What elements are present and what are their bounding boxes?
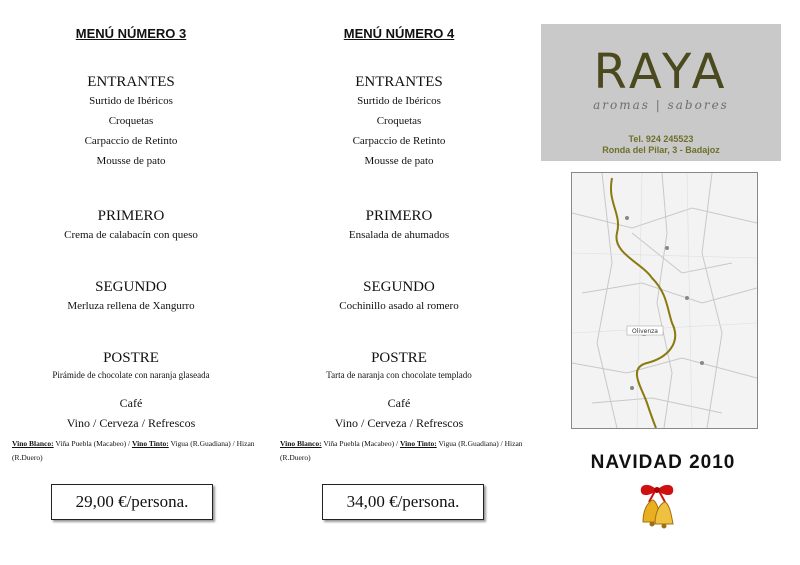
wine-list [280, 437, 524, 465]
section-heading: POSTRE [103, 350, 159, 366]
wine-white: Viña Puebla (Macabeo) / [321, 439, 400, 448]
logo-tagline: aromas | sabores [593, 98, 729, 112]
map-town-label: Olivenza [632, 328, 658, 335]
menu-title: MENÚ NÚMERO 4 [343, 26, 455, 41]
entrantes-section [268, 73, 530, 171]
wine-red-label: Vino Tinto: [399, 439, 437, 448]
section-heading: POSTRE [371, 350, 427, 366]
dish: Crema de calabacín con queso [64, 229, 198, 241]
menu-title: MENÚ NÚMERO 3 [75, 26, 187, 41]
price-box: 29,00 €/persona. [51, 484, 213, 520]
section-heading: ENTRANTES [355, 74, 443, 90]
postre-section [0, 349, 262, 383]
wine-red: Vigua (R.Guadiana) / Hizan (R.Duero) [12, 439, 255, 462]
logo-wordmark: RAYA [593, 44, 729, 100]
wine-white: Viña Puebla (Macabeo) / [53, 439, 132, 448]
dish: Croquetas [108, 115, 154, 127]
dish: Tarta de naranja con chocolate templado [326, 370, 472, 380]
wine-white-label: Vino Blanco: [280, 439, 322, 448]
segundo-section [268, 278, 530, 316]
drinks-line: Vino / Cerveza / Refrescos [66, 416, 196, 430]
dish: Carpaccio de Retinto [352, 135, 446, 147]
entrantes-section [0, 73, 262, 171]
dish: Mousse de pato [96, 155, 166, 167]
section-heading: PRIMERO [97, 208, 165, 224]
cafe-line: Café [387, 396, 411, 410]
section-heading: SEGUNDO [95, 279, 167, 295]
navidad-title: NAVIDAD 2010 [590, 452, 736, 473]
christmas-bells-icon [631, 480, 683, 532]
dish: Croquetas [376, 115, 422, 127]
dish: Carpaccio de Retinto [84, 135, 178, 147]
postre-section [268, 349, 530, 383]
section-heading: SEGUNDO [363, 279, 435, 295]
segundo-section [0, 278, 262, 316]
section-heading: PRIMERO [365, 208, 433, 224]
map-image [572, 173, 757, 428]
dish: Merluza rellena de Xangurro [67, 300, 195, 312]
dish: Surtido de Ibéricos [357, 95, 441, 107]
cafe-line: Café [119, 396, 143, 410]
dish: Cochinillo asado al romero [339, 300, 459, 312]
logo-address: Ronda del Pilar, 3 - Badajoz [602, 145, 720, 155]
restaurant-logo [541, 24, 781, 161]
wine-white-label: Vino Blanco: [12, 439, 54, 448]
logo-phone: Tel. 924 245523 [628, 134, 694, 144]
wine-red-label: Vino Tinto: [131, 439, 169, 448]
location-map [571, 172, 758, 429]
primero-section [268, 207, 530, 245]
wine-red: Vigua (R.Guadiana) / Hizan (R.Duero) [280, 439, 523, 462]
wine-list [12, 437, 256, 465]
section-heading: ENTRANTES [87, 74, 175, 90]
dish: Pirámide de chocolate con naranja glaseada [52, 370, 210, 380]
primero-section [0, 207, 262, 245]
dish: Surtido de Ibéricos [89, 95, 173, 107]
dish: Mousse de pato [364, 155, 434, 167]
dish: Ensalada de ahumados [348, 229, 450, 241]
drinks-line: Vino / Cerveza / Refrescos [334, 416, 464, 430]
price-box: 34,00 €/persona. [322, 484, 484, 520]
